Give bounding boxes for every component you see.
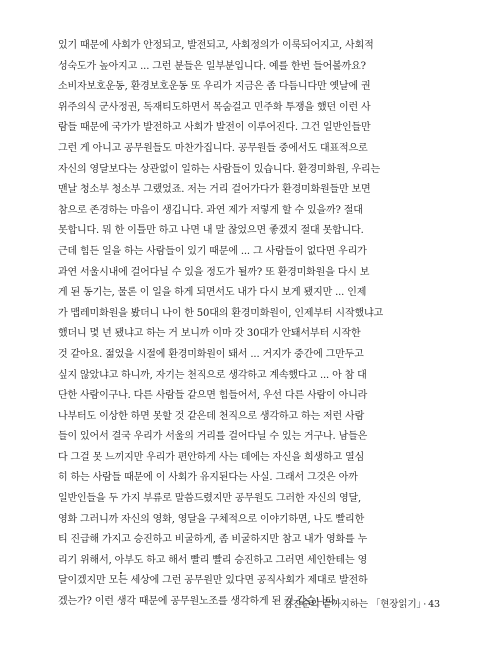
text-line: 그런 게 아니고 공무원들도 마찬가집니다. 공무원들 중에서도 대표적으로 (58, 142, 368, 154)
text-line: 못합니다. 뭐 한 이틀만 하고 나면 내 말 찮었으면 좋겠지 절대 못합니다. (58, 225, 364, 237)
page-number: 43 (428, 599, 440, 610)
text-line: 가 맵레미화원을 봤더니 나이 한 50대의 환경미화원이, 인제부터 시작했냐고 (58, 307, 383, 319)
text-line: 나부터도 이상한 하면 못할 것 같은데 천직으로 생각하고 하는 저런 사람 (58, 410, 365, 422)
text-line: 달이겠지만 모든 세상에 그런 공무원만 있다면 공직사회가 제대로 발전하 (58, 575, 368, 587)
text-line: 일반인들을 두 가지 부류로 말씀드렸지만 공무원도 그러한 자신의 영달, (58, 493, 362, 505)
text-line: 들이 있어서 결국 우리가 서울의 거리를 걸어다닐 수 있는 거구나. 남들은 (58, 431, 368, 443)
text-line: 있기 때문에 사회가 안정되고, 발전되고, 사회정의가 이룩되어지고, 사회적 (58, 40, 374, 51)
text-line: 리기 위해서, 아부도 하고 해서 빨리 빨리 승진하고 그러면 세인한테는 영 (58, 554, 368, 566)
text-line: 다 그걸 못 느끼지만 우리가 편안하게 사는 데에는 자신을 희생하고 열심 (58, 451, 365, 463)
footer-separator: · (423, 599, 427, 610)
text-line: 게 된 동기는, 물론 이 일을 하게 되면서도 내가 다시 보게 됐지만 ... 인제 (58, 287, 367, 299)
page-footer (283, 596, 440, 610)
text-line: 히 하는 사람들 때문에 이 사회가 유지된다는 사실. 그래서 그것은 아까 (58, 472, 358, 484)
text-line: 싶지 않았냐고 하니까, 자기는 천직으로 생각하고 계속했다고 ... 아 참 대 (58, 369, 367, 381)
text-line: 참으로 존경하는 마음이 생깁니다. 과연 제가 저렇게 할 수 있을까? 절대 (58, 204, 363, 216)
text-line: 성숙도가 높아지고 ... 그런 분들은 일부분입니다. 예를 한번 들어볼까요? (58, 60, 366, 72)
text-line: 자신의 영달보다는 상관없이 일하는 사람들이 있습니다. 환경미화원, 우리는 (58, 163, 381, 175)
text-line: 근데 힘든 일을 하는 사람들이 있기 때문에 ... 그 사람들이 없다면 우리가 (58, 245, 367, 257)
text-line: 했더니 몇 년 됐냐고 하는 거 보니까 이마 갓 30대가 안돼서부터 시작한 (58, 328, 361, 340)
text-line: 람들 때문에 국가가 발전하고 사회가 발전이 이루어진다. 그건 일반인들만 (58, 122, 371, 134)
text-line: 단한 사람이구나. 다른 사람들 같으면 힘들어서, 우선 다른 사람이 아니라 (58, 390, 368, 402)
running-title: 김진순의 끝까지하는 「현장읽기」 (283, 599, 422, 610)
text-line: 영화 그러니까 자신의 영화, 영달을 구체적으로 이야기하면, 나도 빨리한 (58, 513, 365, 525)
text-line: 티 진급해 가지고 승진하고 비굴하게, 좀 비굴하지만 참고 내가 영화를 누 (58, 534, 368, 546)
text-line: 것 같아요. 젊었을 시절에 환경미화원이 돼서 ... 거지가 중간에 그만두고 (58, 348, 364, 360)
text-line: 겠는가? 이런 생각 때문에 공무원노조를 생각하게 된 것 같습니다. (58, 596, 338, 608)
print-speck (120, 572, 122, 574)
text-line: 소비자보호운동, 환경보호운동 또 우리가 지금은 좀 다듬니다만 옛날에 권 (58, 81, 371, 93)
text-line: 과연 서울시내에 걸어다닐 수 있을 정도가 될까? 또 환경미화원을 다시 보 (58, 266, 370, 278)
text-line: 위주의식 군사정권, 독재티도하면서 목숨걸고 민주화 투쟁을 했던 이런 사 (58, 101, 371, 113)
body-text (58, 36, 446, 613)
text-line: 맨날 청소부 청소부 그랬었죠. 저는 거리 걸어가다가 환경미화원들만 보면 (58, 184, 371, 196)
